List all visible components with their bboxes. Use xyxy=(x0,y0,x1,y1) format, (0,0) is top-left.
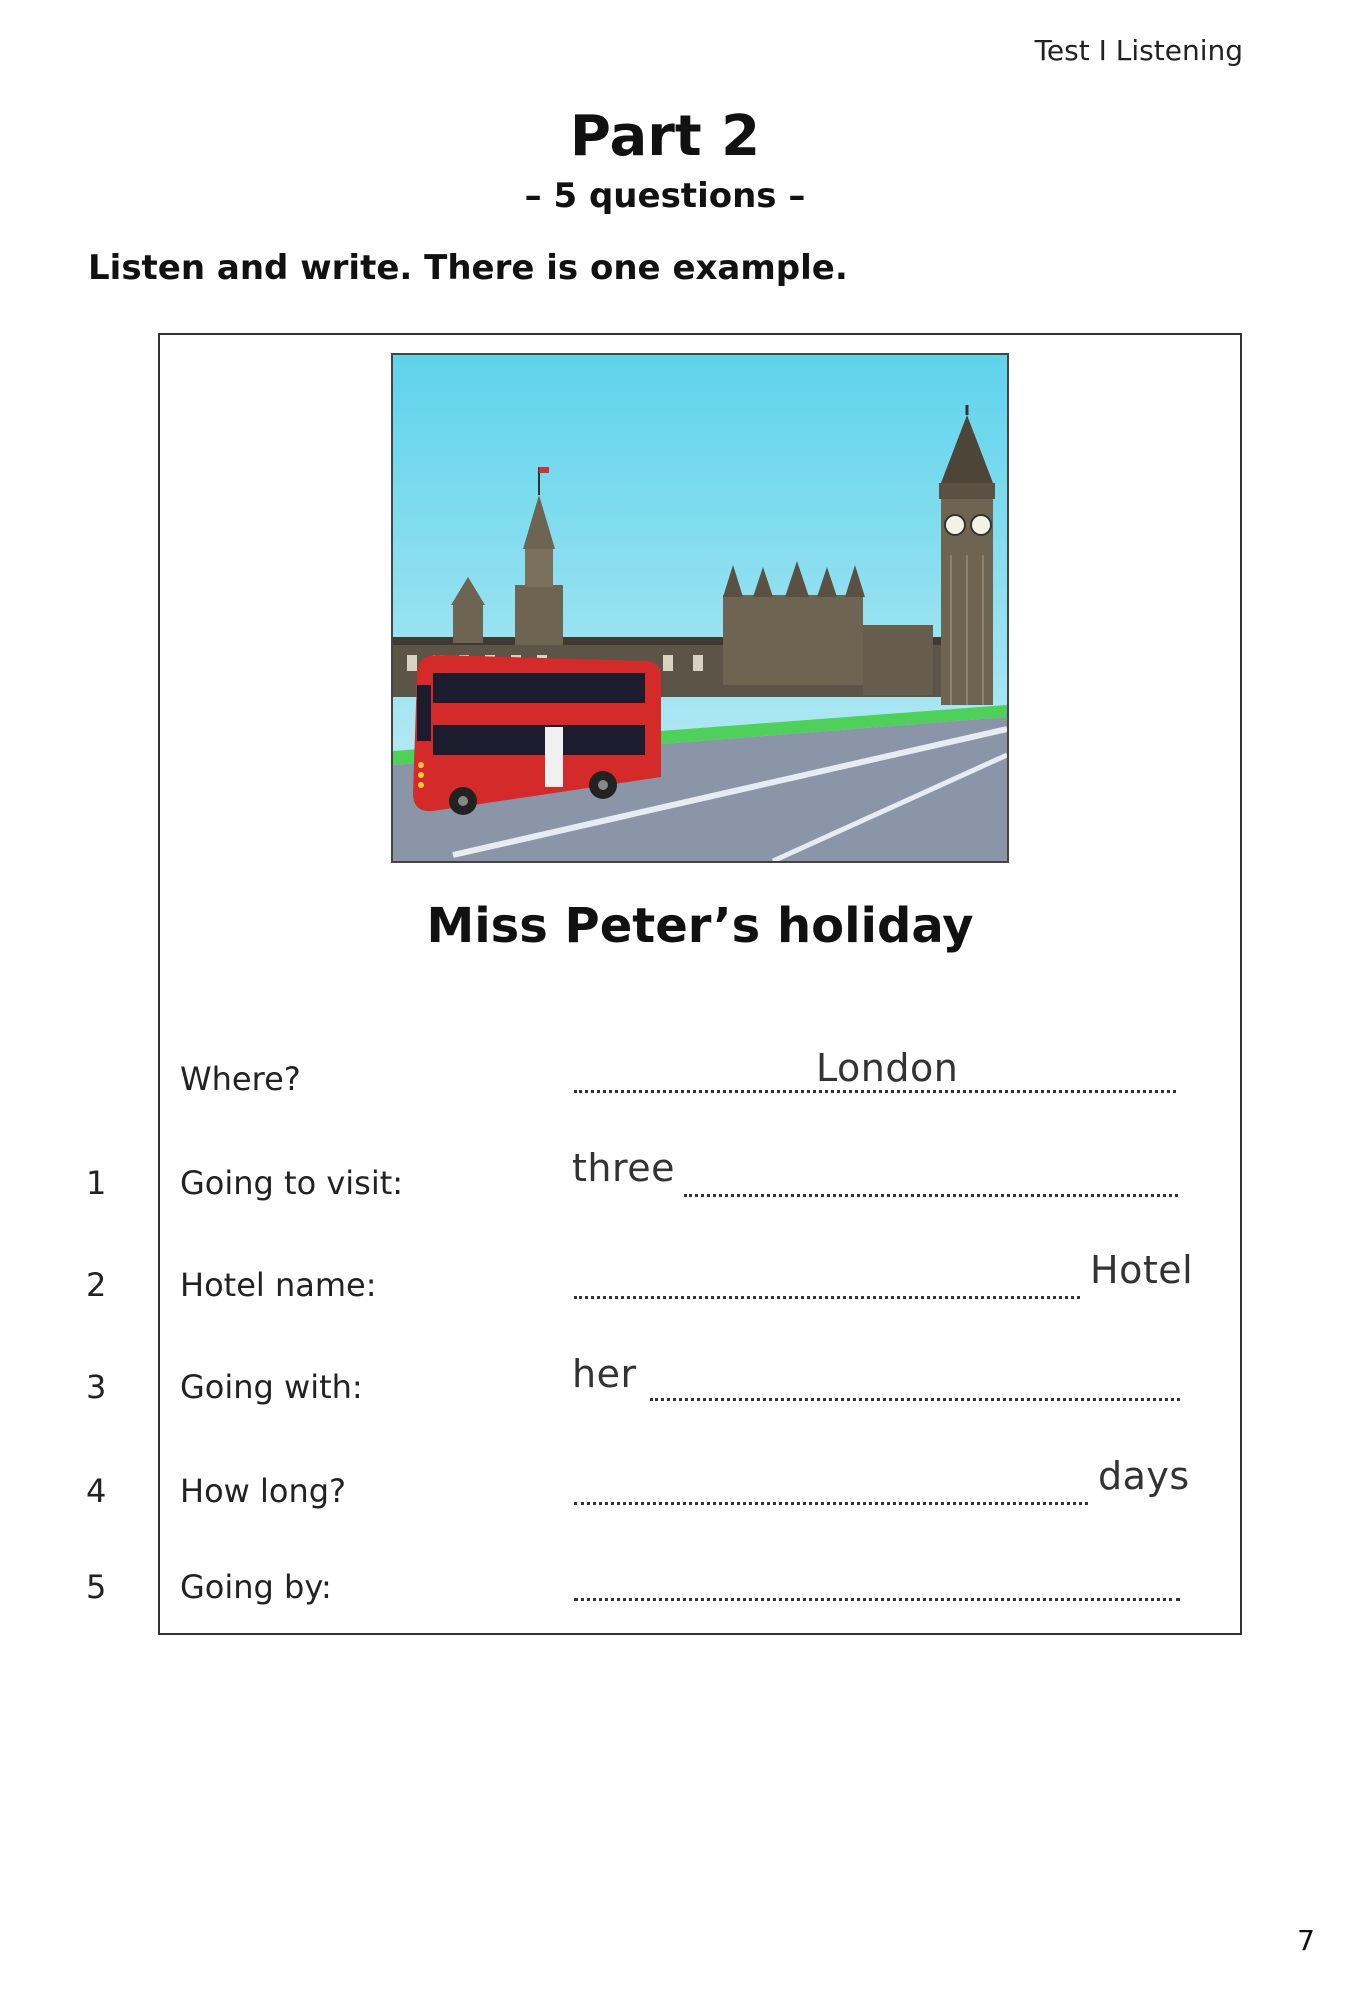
part-subtitle: – 5 questions – xyxy=(524,176,806,216)
example-answer-line xyxy=(574,1090,1176,1093)
question-label: Hotel name: xyxy=(180,1266,377,1304)
answer-line-4[interactable] xyxy=(574,1502,1088,1505)
answer-line-2[interactable] xyxy=(574,1296,1080,1299)
section-header: Test I Listening xyxy=(1034,34,1243,67)
question-label: Going to visit: xyxy=(180,1164,404,1202)
question-number: 4 xyxy=(86,1472,107,1510)
question-label: How long? xyxy=(180,1472,347,1510)
answer-suffix: days xyxy=(1098,1454,1190,1498)
answer-line-5[interactable] xyxy=(574,1598,1180,1601)
question-label: Going by: xyxy=(180,1568,332,1606)
answer-prefix: three xyxy=(572,1146,676,1190)
question-number: 2 xyxy=(86,1266,107,1304)
question-label: Going with: xyxy=(180,1368,363,1406)
page-number: 7 xyxy=(1297,1924,1315,1957)
form-title: Miss Peter’s holiday xyxy=(426,898,974,954)
answer-prefix: her xyxy=(572,1352,637,1396)
question-number: 5 xyxy=(86,1568,107,1606)
question-number: 1 xyxy=(86,1164,107,1202)
example-answer: London xyxy=(816,1046,959,1090)
answer-line-1[interactable] xyxy=(684,1194,1178,1197)
part-title: Part 2 xyxy=(569,104,761,169)
answer-suffix: Hotel xyxy=(1090,1248,1194,1292)
instructions: Listen and write. There is one example. xyxy=(88,248,848,288)
london-scene-illustration xyxy=(391,353,1009,863)
example-label: Where? xyxy=(180,1060,301,1098)
answer-line-3[interactable] xyxy=(650,1398,1180,1401)
question-number: 3 xyxy=(86,1368,107,1406)
